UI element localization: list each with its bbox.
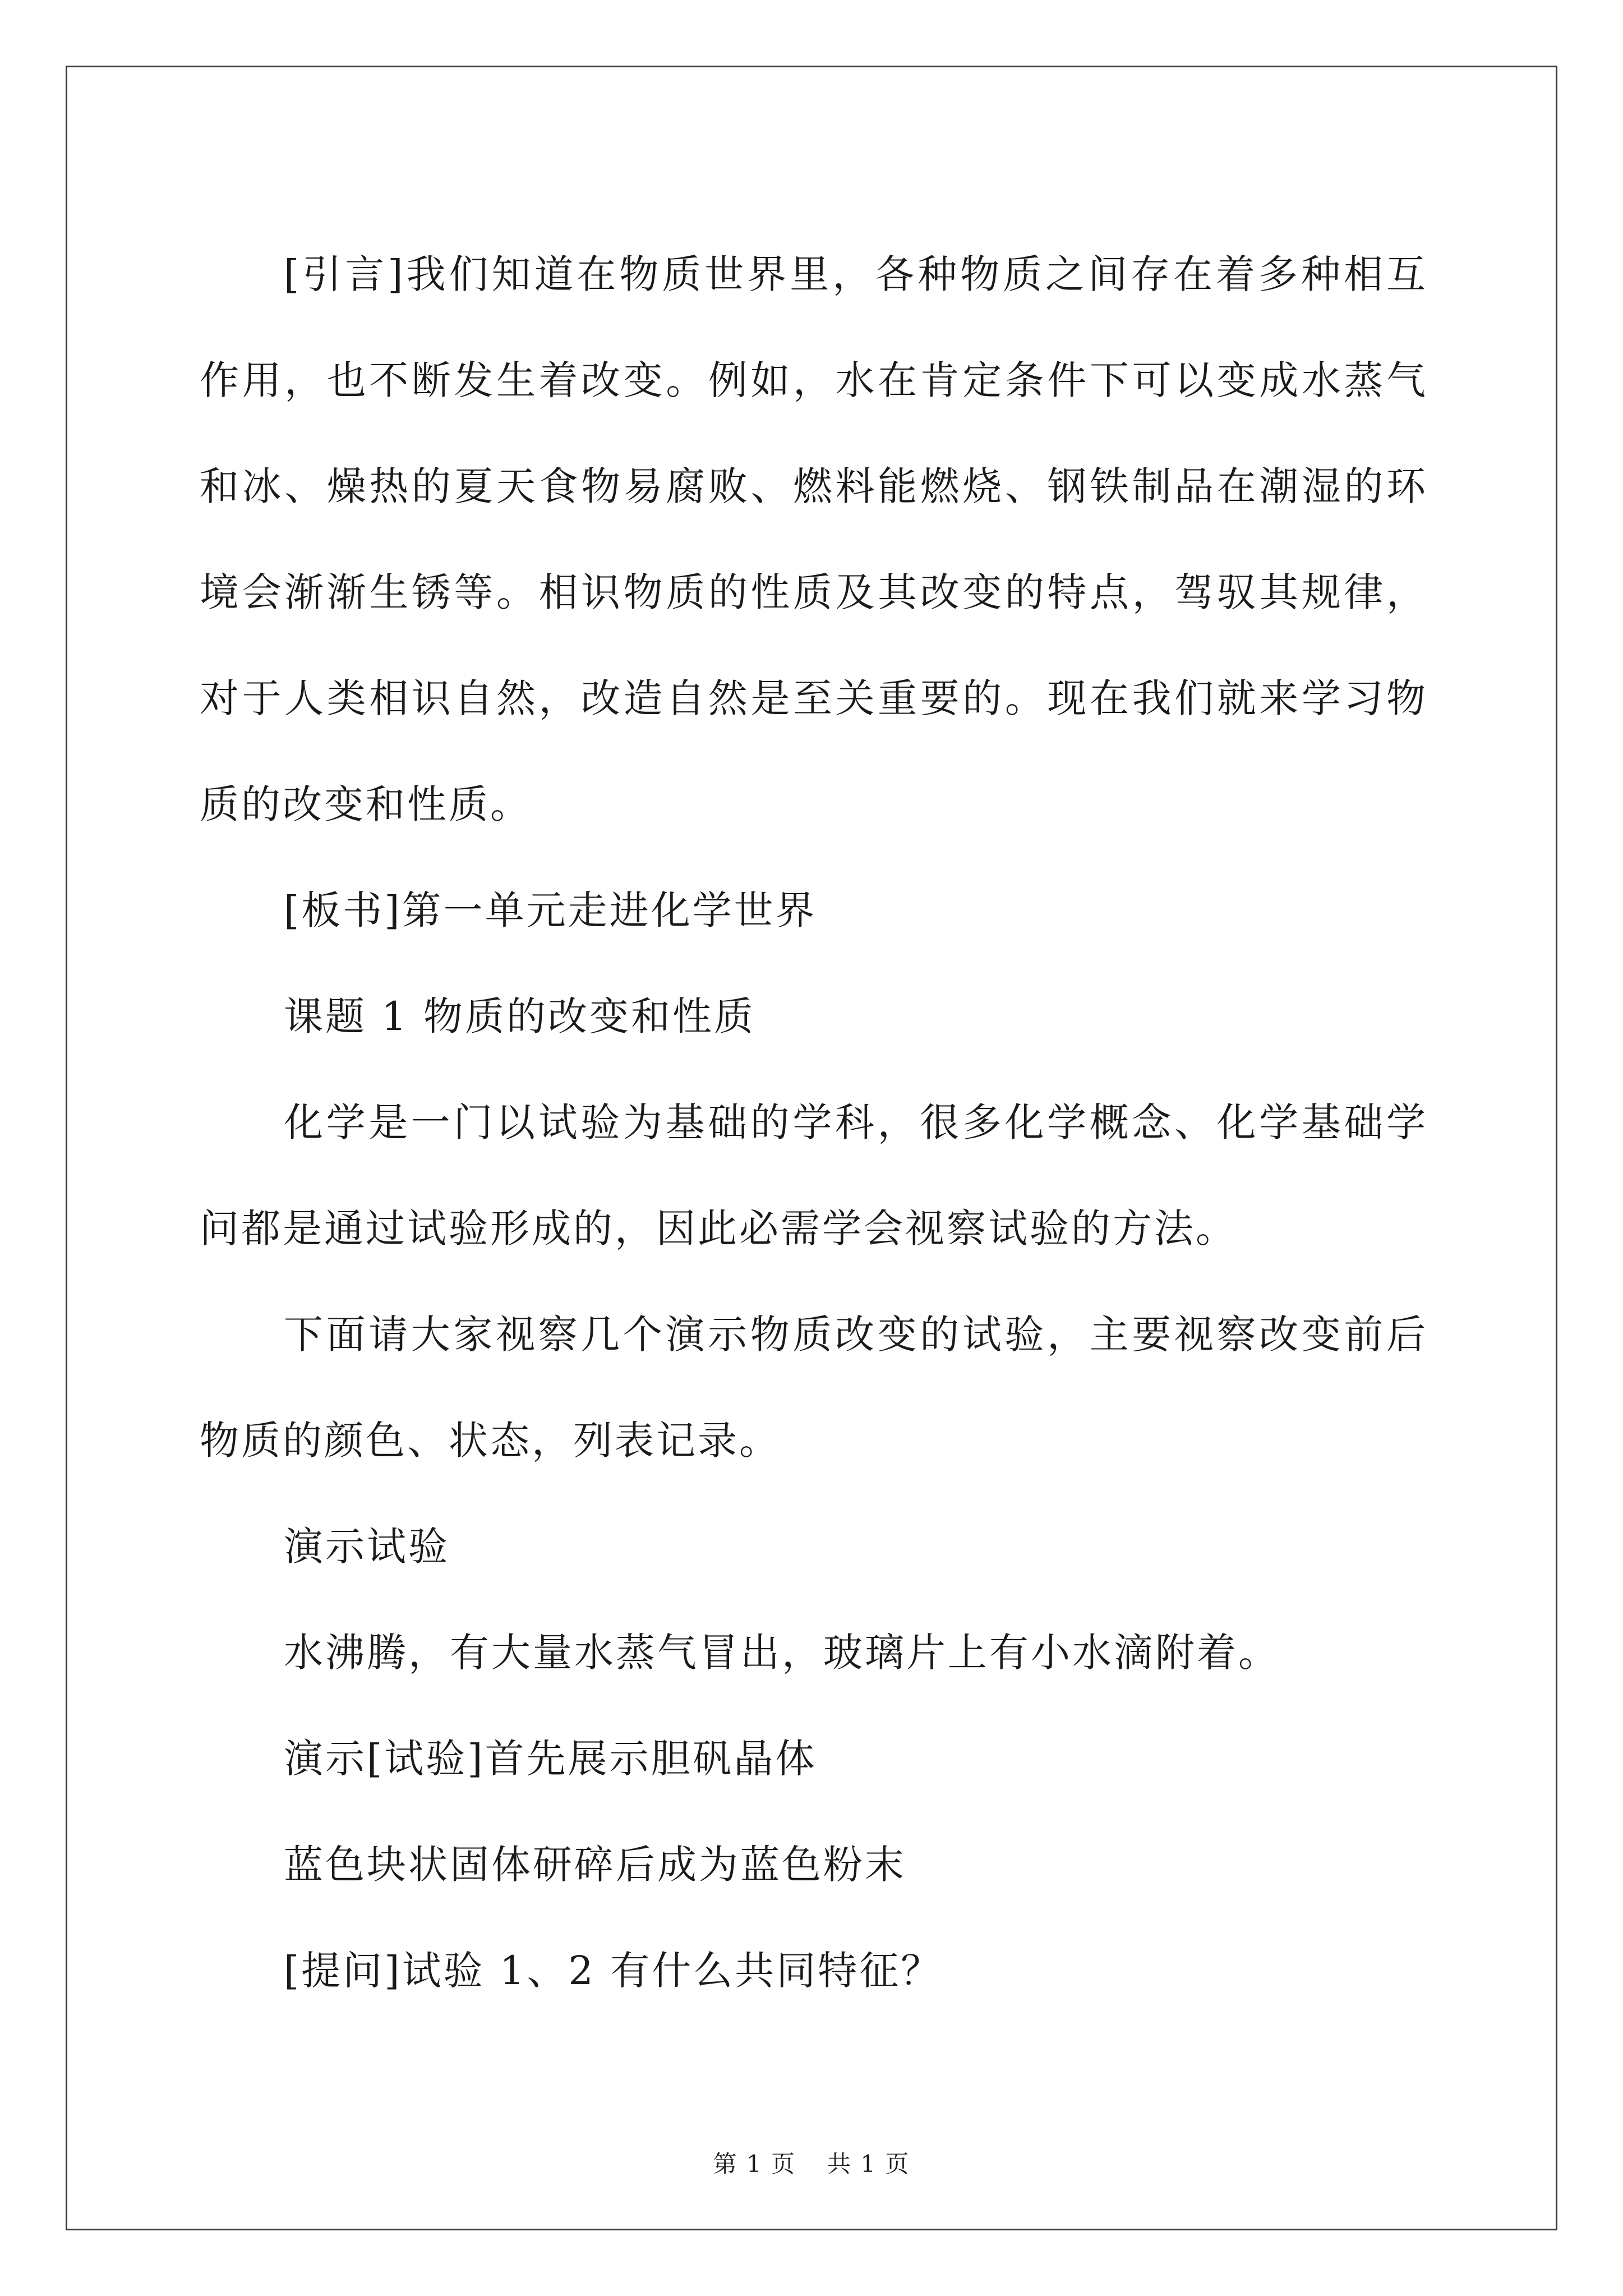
paragraph-chemistry-basis: 化学是一门以试验为基础的学科，很多化学概念、化学基础学问都是通过试验形成的，因此必需学会视察试验的方法。 bbox=[200, 1099, 1428, 1251]
paragraph-lesson-title: 课题 1 物质的改变和性质 bbox=[284, 993, 756, 1039]
paragraph-question: [提问]试验 1、2 有什么共同特征？ bbox=[284, 1948, 943, 1994]
document-body bbox=[200, 222, 1428, 2024]
paragraph-observe-instructions: 下面请大家视察几个演示物质改变的试验，主要视察改变前后物质的颜色、状态，列表记录。 bbox=[200, 1312, 1428, 1464]
page-footer bbox=[0, 2147, 1623, 2181]
paragraph-intro: [引言]我们知道在物质世界里，各种物质之间存在着多种相互作用，也不断发生着改变。例如，水在肯定条件下可以变成水蒸气和冰、燥热的夏天食物易腐败、燃料能燃烧、钢铁制品在潮湿的环境会渐渐生锈等。相识物质的性质及其改变的特点，驾驭其规律，对于人类相识自然，改造自然是至关重要的。现在我们就来学习物质的改变和性质。 bbox=[200, 251, 1428, 827]
page-number: 第 1 页 bbox=[713, 2150, 796, 2178]
paragraph-demo-heading: 演示试验 bbox=[284, 1524, 450, 1570]
paragraph-blue-powder: 蓝色块状固体研碎后成为蓝色粉末 bbox=[284, 1842, 906, 1888]
page-total: 共 1 页 bbox=[827, 2150, 910, 2178]
paragraph-demo-crystal: 演示[试验]首先展示胆矾晶体 bbox=[284, 1736, 817, 1782]
paragraph-blackboard-unit: [板书]第一单元走进化学世界 bbox=[284, 887, 817, 933]
paragraph-water-boiling: 水沸腾，有大量水蒸气冒出，玻璃片上有小水滴附着。 bbox=[284, 1630, 1280, 1676]
